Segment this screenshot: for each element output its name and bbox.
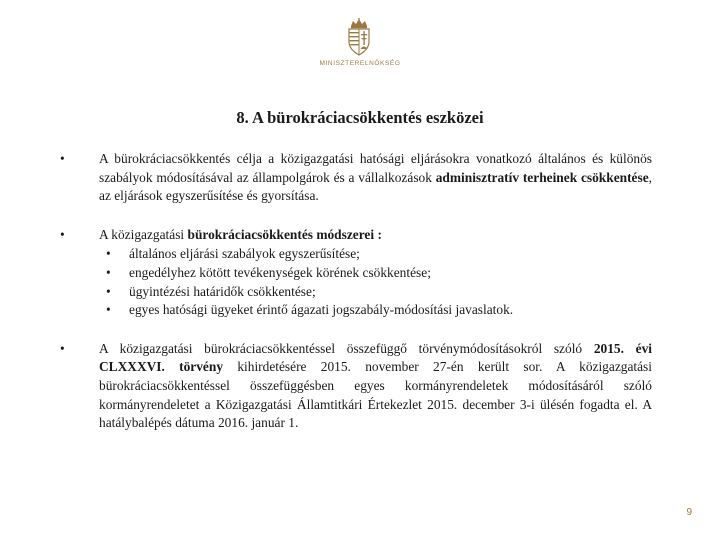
- ministry-name: MINISZTERELNÖKSÉG: [319, 60, 401, 67]
- bullet-icon: •: [106, 246, 111, 262]
- bullet-icon: •: [106, 302, 111, 318]
- bold-phrase: bürokráciacsökkentés módszerei :: [187, 226, 382, 242]
- bullet-item-goal: [60, 150, 652, 206]
- bullet-text: A közigazgatási bürokráciacsökkentés módszerei :: [99, 226, 382, 242]
- bullet-icon: •: [60, 151, 65, 166]
- bold-phrase: adminisztratív terheinek csökkentése: [435, 169, 649, 185]
- bold-phrase: 2015. évi CLXXXVI. törvény: [99, 340, 652, 375]
- list-item: • általános eljárási szabályok egyszerűsítése;: [99, 245, 652, 264]
- methods-list: [99, 245, 652, 319]
- bullet-icon: •: [106, 283, 111, 299]
- slide-title: 8. A bürokráciacsökkentés eszközei: [236, 108, 484, 127]
- list-item: • engedélyhez kötött tevékenységek körének csökkentése;: [99, 264, 652, 283]
- bullet-text: A bürokráciacsökkentés célja a közigazgatási hatósági eljárásokra vonatkozó általános és különös szabályok módosításával az állampolgárok és a vállalkozások adminisztratív terheinek csökkentése, az eljárások egyszerűsítése és gyorsítása.: [99, 151, 652, 204]
- bullet-item-methods: [60, 226, 652, 320]
- slide-header: [0, 0, 720, 80]
- bullet-item-law: [60, 340, 652, 433]
- slide-content: [60, 150, 652, 433]
- bullet-icon: •: [60, 226, 65, 242]
- bullet-icon: •: [60, 340, 65, 356]
- bullet-text: A közigazgatási bürokráciacsökkentéssel összefüggő törvénymódosításokról szóló 2015. évi CLXXXVI. törvény kihirdetésére 2015. november 27-én került sor. A közigazgatási bürokráciacsökkentéssel összefüggésben egyes kormányrendeletek módosításáról szóló kormányrendeletet a Közigazgatási Államtitkári Értekezlet 2015. december 3-i ülésén fogadta el. A hatálybalépés dátuma 2016. január 1.: [99, 340, 652, 431]
- bullet-icon: •: [106, 264, 111, 280]
- page-number: 9: [686, 507, 692, 518]
- list-item: • ügyintézési határidők csökkentése;: [99, 283, 652, 302]
- hungarian-coat-of-arms-icon: [345, 18, 373, 58]
- list-item: • egyes hatósági ügyeket érintő ágazati jogszabály-módosítási javaslatok.: [99, 301, 652, 320]
